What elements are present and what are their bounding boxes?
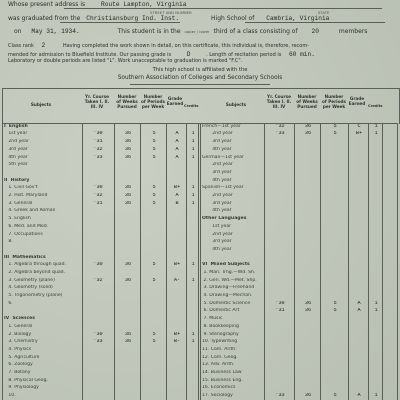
class-rank-label: Class rank: [8, 43, 34, 49]
subject-label: 2. Algebra beyond quad.: [4, 269, 66, 275]
class-size: 20: [311, 28, 319, 35]
cell-yr: '31: [275, 308, 285, 314]
subject-label: VI Mixed Subjects: [202, 262, 250, 268]
cell-gr: A: [357, 393, 361, 399]
association-name: Southern Association of Colleges and Secondary Schools: [117, 75, 283, 81]
subject-label: 6. Med. and Mod.: [4, 223, 49, 229]
subject-label: 5. Trigonometry (plane): [4, 293, 63, 299]
cell-pw: 5: [152, 200, 156, 206]
subject-label: 4. Drawing—Mechan.: [202, 293, 253, 299]
address-sub-left: STREET AND NUMBER: [150, 10, 192, 15]
cell-yr: '32: [275, 123, 285, 129]
subject-label: 1st year: [4, 131, 28, 137]
cell-pw: 5: [152, 277, 156, 283]
graduated-line: [8, 15, 329, 22]
third-text: This student is in the: [117, 28, 181, 35]
grid-column-line: [397, 123, 398, 400]
grades-table: [2, 123, 398, 400]
subject-label: 7. Music: [202, 316, 223, 322]
cell-pw: 5: [152, 193, 156, 199]
grid-column-line: [200, 123, 201, 400]
recitation-text: . Length of recitation period is: [206, 52, 282, 58]
grid-column-line: [348, 123, 349, 400]
subject-label: 10. Typewriting: [202, 339, 238, 345]
cell-yr: '33: [93, 154, 103, 160]
subject-label: Spanish—1st year: [202, 185, 244, 191]
subject-label: 12. Com. Geog.: [202, 354, 238, 360]
subject-label: 6.: [4, 300, 13, 306]
on-label: on: [14, 28, 22, 35]
subject-label: II History: [4, 177, 30, 183]
subject-label: 3rd year: [202, 169, 232, 175]
subject-label: 13. Adv. Arith.: [202, 362, 235, 368]
col-subjects-right: Subjects: [225, 102, 247, 107]
subject-label: 1. Man. Trng.—Wd. Sh.: [202, 269, 256, 275]
cell-gr: A: [357, 300, 361, 306]
cell-wk: 36: [124, 146, 132, 152]
subject-label: 2nd year: [202, 193, 233, 199]
school-name: Christiansburg Ind. Inst.: [86, 15, 180, 22]
col-periods-left: Number of Periods per Week: [141, 94, 165, 109]
subject-label: 4th year: [202, 246, 232, 252]
subject-label: 4th year: [202, 177, 232, 183]
cell-pw: 5: [333, 123, 337, 129]
school-city: Cambria, Virginia: [266, 15, 330, 22]
cell-gr: A: [175, 193, 179, 199]
subject-label: 16. Economics: [202, 385, 236, 391]
cell-yr: '31: [93, 200, 103, 206]
rank-line: [8, 42, 309, 50]
subject-label: 7. Occupations: [4, 231, 43, 237]
school-type: High School of: [211, 15, 255, 22]
cell-gr: A: [175, 146, 179, 152]
cell-pw: 5: [152, 154, 156, 160]
cell-cr: 1: [374, 123, 378, 129]
cell-gr: B+: [355, 131, 363, 137]
subject-label: 9. Physiology: [4, 385, 39, 391]
date-line: [14, 28, 367, 35]
subject-label: 3. General: [4, 200, 33, 206]
cell-pw: 5: [152, 185, 156, 191]
cell-pw: 5: [333, 131, 337, 137]
subject-label: 5. Agriculture: [4, 354, 40, 360]
subject-label: 2nd year: [202, 162, 233, 168]
cell-pw: 5: [333, 308, 337, 314]
cell-wk: 36: [124, 185, 132, 191]
cell-gr: B+: [173, 262, 181, 268]
cell-gr: B+: [173, 331, 181, 337]
subject-label: 3. Geometry (plane): [4, 277, 55, 283]
cell-pw: 5: [333, 300, 337, 306]
subject-label: 10.: [4, 393, 16, 399]
cell-yr: '30: [93, 262, 103, 268]
cell-gr: A: [357, 308, 361, 314]
subject-label: Other Languages: [202, 216, 247, 222]
cell-wk: 36: [304, 308, 312, 314]
cell-cr: 1: [191, 200, 195, 206]
subject-label: 4th year: [4, 154, 28, 160]
cell-gr: B+: [173, 185, 181, 191]
cell-pw: 5: [152, 131, 156, 137]
grid-column-line: [294, 123, 295, 400]
lab-line: Laboratory or double periods are listed "L". Work unacceptable to graduation is marked "F.C".: [8, 58, 243, 64]
subject-label: 1. Algebra through quad.: [4, 262, 66, 268]
grid-column-line: [140, 123, 141, 400]
cell-wk: 36: [304, 393, 312, 399]
subject-label: 2. Hist. Maryland: [4, 193, 48, 199]
subject-label: 4th year: [202, 146, 232, 152]
cell-pw: 5: [152, 331, 156, 337]
cell-pw: 5: [152, 146, 156, 152]
address-line: [8, 1, 186, 8]
grid-column-line: [320, 123, 321, 400]
cell-wk: 36: [304, 131, 312, 137]
subject-label: 4. Physics: [4, 346, 32, 352]
grid-column-line: [166, 123, 167, 400]
cell-cr: 1: [191, 331, 195, 337]
subject-label: 3rd year: [202, 139, 232, 145]
cell-wk: 36: [124, 277, 132, 283]
completed-text: Having completed the work shown in detail, on this certificate, this individual is, therefore, recom-: [62, 43, 310, 49]
cell-wk: 36: [124, 193, 132, 199]
association-rule: [130, 84, 270, 85]
cell-yr: '31: [93, 139, 103, 145]
subject-label: 1. General: [4, 323, 33, 329]
cell-wk: 36: [124, 331, 132, 337]
address-label: Whose present address is: [8, 1, 86, 8]
subject-label: 3rd year: [202, 200, 232, 206]
cell-yr: '30: [275, 300, 285, 306]
subject-label: 2. Gen. Wd.—Met. Shp.: [202, 277, 257, 283]
col-yr-right: Yr. Course Taken I. II. III. IV: [266, 94, 292, 109]
cell-pw: 5: [333, 393, 337, 399]
subject-label: 5. English: [4, 216, 31, 222]
subject-label: 2nd year: [4, 139, 29, 145]
cell-cr: 1: [191, 154, 195, 160]
cell-yr: '32: [93, 146, 103, 152]
grid-column-line: [382, 123, 383, 400]
address-sub-right: STATE: [318, 10, 330, 15]
cell-cr: 1: [374, 393, 378, 399]
subject-label: 2nd year: [202, 131, 233, 137]
cell-wk: 36: [124, 131, 132, 137]
third-rest: third of a class consisting of: [213, 28, 298, 35]
subject-label: IV Sciences: [4, 316, 36, 322]
grid-column-line: [114, 123, 115, 400]
cell-cr: 1: [191, 146, 195, 152]
cell-yr: '32: [93, 193, 103, 199]
cell-cr: 1: [374, 308, 378, 314]
cell-gr: A-: [173, 277, 181, 283]
subject-label: 4. Greek and Roman: [4, 208, 56, 214]
col-weeks-left: Number of Weeks Pursued: [116, 94, 138, 109]
cell-pw: 5: [152, 262, 156, 268]
subject-label: 8. Physical Geog.: [4, 377, 48, 383]
cell-cr: 1: [191, 262, 195, 268]
class-rank: 2: [41, 42, 46, 49]
subject-label: 4. Geometry (solid): [4, 285, 53, 291]
cell-cr: 1: [191, 193, 195, 199]
subject-label: 7. Botany: [4, 370, 31, 376]
cell-wk: 36: [124, 139, 132, 145]
subject-label: 1. Civil Gov't: [4, 185, 38, 191]
cell-pw: 5: [152, 139, 156, 145]
subject-label: 11. Com. Arith.: [202, 346, 237, 352]
col-grade-left: Grade Earned: [166, 96, 184, 106]
subject-label: 5. Domestic Science: [202, 300, 251, 306]
cell-yr: '33: [275, 131, 285, 137]
subject-label: 3rd year: [4, 146, 28, 152]
cell-yr: '30: [93, 185, 103, 191]
subject-label: I English: [4, 123, 28, 129]
col-subjects-left: Subjects: [30, 102, 52, 107]
subject-label: 8.: [4, 239, 13, 245]
third-option: upper / lower: [184, 29, 210, 34]
cell-wk: 36: [124, 339, 132, 345]
cell-yr: '32: [93, 277, 103, 283]
grad-date: May 31, 1934.: [31, 28, 80, 35]
subject-label: 2. Biology: [4, 331, 32, 337]
subject-label: 1st year: [202, 223, 232, 229]
address-rule: [64, 8, 382, 9]
subject-label: 6. Domestic Art: [202, 308, 240, 314]
col-weeks-right: Number of Weeks Pursued: [296, 94, 318, 109]
cell-gr: A: [175, 131, 179, 137]
subject-label: 2nd year: [202, 231, 233, 237]
cell-yr: '33: [275, 393, 285, 399]
cell-pw: 5: [152, 339, 156, 345]
subject-label: French—1st year: [202, 123, 241, 129]
members-label: members: [338, 28, 368, 35]
passing-text: mended for admission to Bluefield Institute. Our passing grade is: [8, 52, 172, 58]
cell-cr: 1: [191, 339, 195, 345]
cell-wk: 36: [124, 154, 132, 160]
col-credits-left: Credits: [184, 104, 199, 108]
col-grade-right: Grade Earned: [348, 96, 366, 106]
grid-column-line: [82, 123, 83, 400]
cell-gr: A: [175, 139, 179, 145]
grid-column-line: [2, 123, 3, 400]
passing-grade: D: [186, 51, 191, 58]
subject-label: 8. Bookkeeping: [202, 323, 239, 329]
subject-label: 14. Business Law: [202, 370, 242, 376]
cell-gr: B: [175, 200, 179, 206]
subject-label: German—1st year: [202, 154, 244, 160]
subject-label: 6. Zoology: [4, 362, 33, 368]
affiliation-text: This high school is affiliated with the: [152, 67, 248, 73]
subject-label: 3rd year: [202, 239, 232, 245]
cell-cr: 1: [191, 139, 195, 145]
cell-yr: '33: [93, 339, 103, 345]
cell-wk: 36: [304, 300, 312, 306]
col-credits-right: Credits: [368, 104, 383, 108]
cell-wk: 36: [304, 123, 312, 129]
cell-cr: 1: [374, 300, 378, 306]
cell-wk: 36: [124, 262, 132, 268]
city-rule: [245, 22, 385, 23]
grid-column-line: [198, 123, 199, 400]
subject-label: 3. Chemistry: [4, 339, 38, 345]
subject-label: 5th year: [4, 162, 28, 168]
cell-cr: 1: [374, 131, 378, 137]
cell-wk: 36: [124, 200, 132, 206]
cell-gr: C: [357, 123, 361, 129]
recitation-value: 60 min.: [288, 51, 315, 58]
col-yr-left: Yr. Course Taken I. II. III. IV: [84, 94, 110, 109]
subject-label: III Mathematics: [4, 254, 46, 260]
grid-column-line: [186, 123, 187, 400]
graduated-prefix: was graduated from the: [8, 15, 81, 22]
subject-label: 15. Business Eng.: [202, 377, 243, 383]
cell-gr: B-: [173, 339, 181, 345]
address-value: Route Lampton, Virginia: [101, 1, 187, 8]
col-periods-right: Number of Periods per Week: [322, 94, 346, 109]
cell-yr: '30: [93, 331, 103, 337]
cell-cr: 1: [191, 131, 195, 137]
subject-label: 3. Drawing—Freehand: [202, 285, 255, 291]
subject-label: 4th year: [202, 208, 232, 214]
cell-yr: '30: [93, 131, 103, 137]
cell-gr: A: [175, 154, 179, 160]
cell-cr: 1: [191, 185, 195, 191]
subject-label: 17. Sociology: [202, 393, 233, 399]
grid-column-line: [264, 123, 265, 400]
grid-column-line: [368, 123, 369, 400]
school-rule: [60, 22, 180, 23]
subject-label: 9. Stenography: [202, 331, 239, 337]
cell-cr: 1: [191, 277, 195, 283]
